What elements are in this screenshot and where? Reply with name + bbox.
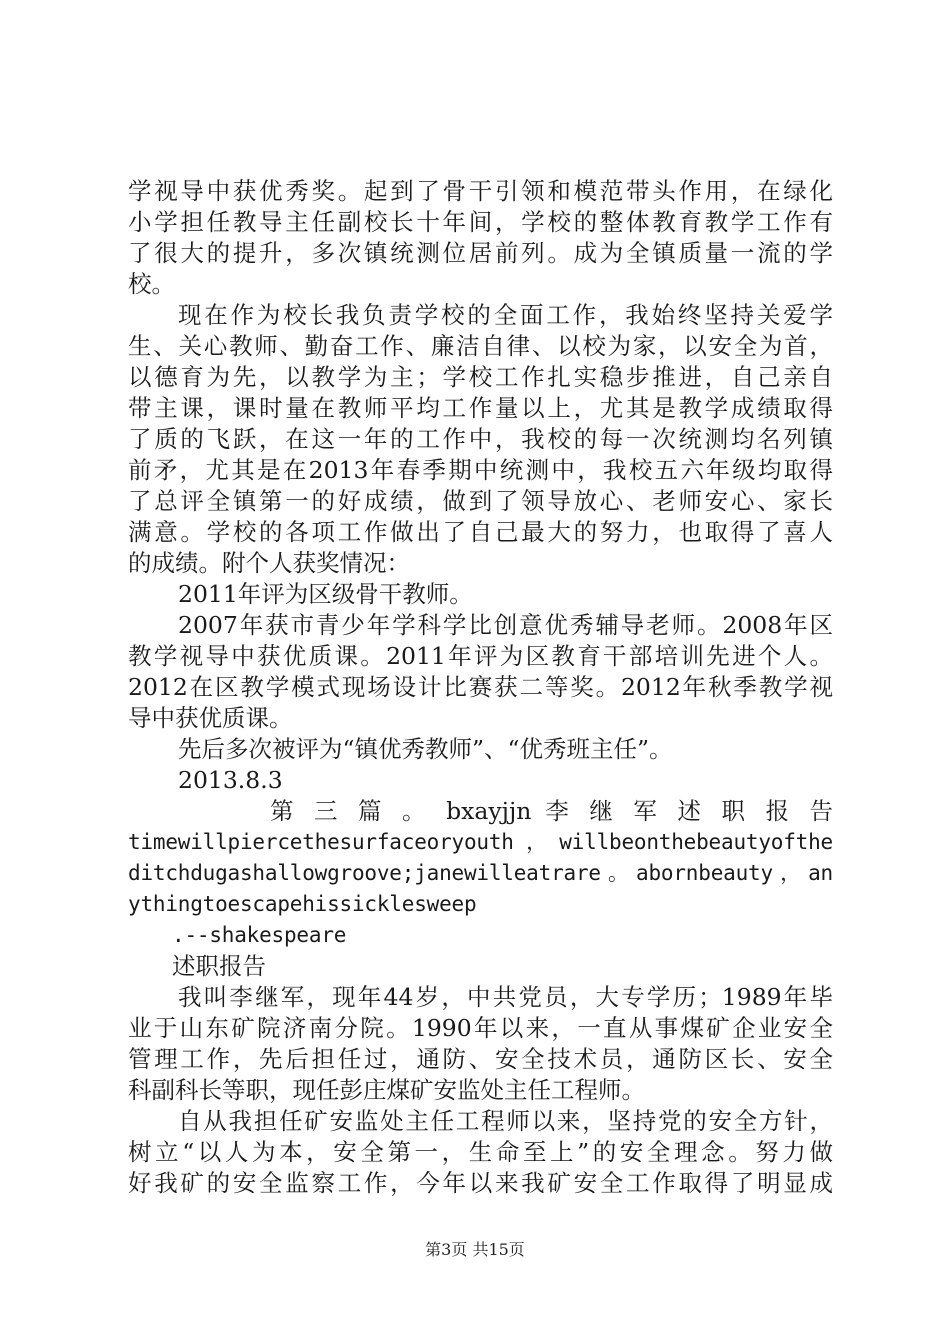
award-line: 2012在区教学模式现场设计比赛获二等奖。2012年秋季教学视 [128, 673, 833, 701]
paragraph-line: 现在作为校长我负责学校的全面工作，我始终坚持关爱学 [178, 301, 833, 329]
paragraph-line: 以德育为先，以教学为主；学校工作扎实稳步推进，自己亲自 [128, 363, 833, 391]
paragraph-line: 业于山东矿院济南分院。1990年以来，一直从事煤矿企业安全 [128, 1014, 833, 1042]
paragraph-line: 我叫李继军，现年44岁，中共党员，大专学历；1989年毕 [178, 983, 833, 1011]
paragraph-line: 前矛，尤其是在2013年春季期中统测中，我校五六年级均取得 [128, 456, 833, 484]
paragraph-line: 满意。学校的各项工作做出了自己最大的努力，也取得了喜人 [128, 518, 833, 546]
quote-attribution: .--shakespeare [172, 923, 347, 947]
paragraph-line: 科副科长等职，现任彭庄煤矿安监处主任工程师。 [128, 1076, 645, 1104]
paragraph-line: 了很大的提升，多次镇统测位居前列。成为全镇质量一流的学 [128, 239, 833, 267]
paragraph-line: 校。 [128, 270, 175, 298]
award-line: 教学视导中获优质课。2011年评为区教育干部培训先进个人。 [128, 642, 833, 670]
report-title: 述职报告 [172, 952, 266, 980]
award-line: 先后多次被评为“镇优秀教师”、“优秀班主任”。 [178, 735, 673, 763]
quote-line: timewillpiercethesurfaceoryouth，willbeonthebeautyofthe [128, 830, 833, 854]
paragraph-line: 好我矿的安全监察工作，今年以来我矿安全工作取得了明显成 [128, 1169, 833, 1197]
award-line: 导中获优质课。 [128, 704, 293, 732]
paragraph-line: 了总评全镇第一的好成绩，做到了领导放心、老师安心、家长 [128, 487, 833, 515]
paragraph-line: 树立“以人为本，安全第一，生命至上”的安全理念。努力做 [128, 1138, 833, 1166]
paragraph-line: 生、关心教师、勤奋工作、廉洁自律、以校为家，以安全为首， [128, 332, 833, 360]
quote-line: ythingtoescapehissicklesweep [128, 892, 477, 916]
section-heading: 第 三 篇 。 bxayjjn 李 继 军 述 职 报 告 [270, 797, 833, 825]
paragraph-line: 带主课，课时量在教师平均工作量以上，尤其是教学成绩取得 [128, 394, 833, 422]
paragraph-line: 了质的飞跃，在这一年的工作中，我校的每一次统测均名列镇 [128, 425, 833, 453]
paragraph-line: 学视导中获优秀奖。起到了骨干引领和模范带头作用，在绿化 [128, 177, 833, 205]
paragraph-line: 自从我担任矿安监处主任工程师以来，坚持党的安全方针， [178, 1107, 833, 1135]
quote-line: ditchdugashallowgroove;janewilleatrare。abornbeauty，an [128, 861, 833, 885]
paragraph-line: 的成绩。附个人获奖情况： [128, 549, 410, 577]
award-line: 2007年获市青少年学科学比创意优秀辅导老师。2008年区 [178, 611, 833, 639]
award-line: 2011年评为区级骨干教师。 [178, 580, 473, 608]
paragraph-line: 管理工作，先后担任过，通防、安全技术员，通防区长、安全 [128, 1045, 833, 1073]
date-line: 2013.8.3 [178, 766, 283, 794]
paragraph-line: 小学担任教导主任副校长十年间，学校的整体教育教学工作有 [128, 208, 833, 236]
page-footer: 第3页 共15页 [425, 1240, 525, 1259]
